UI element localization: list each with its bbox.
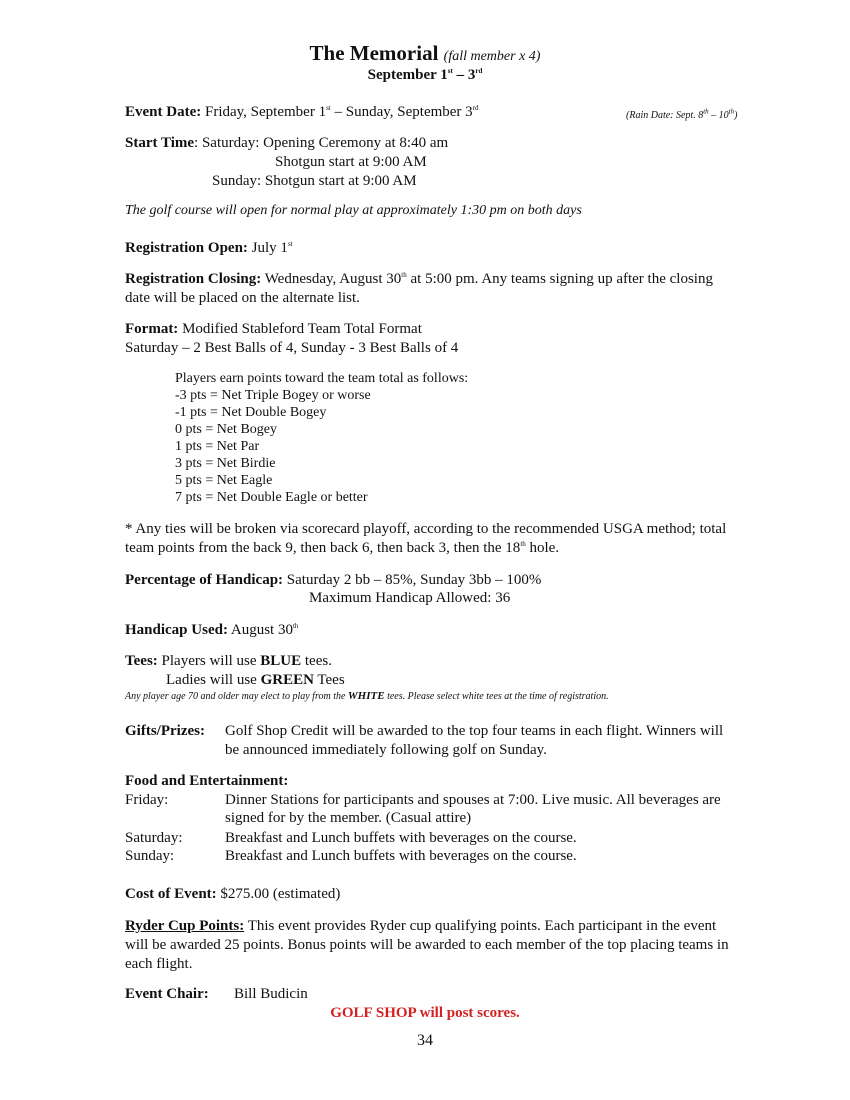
start-time-text: : Saturday: Opening Ceremony at 8:40 am [194,135,449,151]
food-day: Saturday: [125,830,183,846]
registration-closing-line-2: date will be placed on the alternate list. [125,290,360,306]
ties-text: team points from the back 9, then back 6, then back 3, then the 18 [125,540,521,556]
registration-open-label: Registration Open: [125,240,248,256]
handicap-pct-line [125,571,541,589]
handicap-used-text: August 30 [227,622,293,638]
format-line-2: Saturday – 2 Best Balls of 4, Sunday - 3 Best Balls of 4 [125,340,459,356]
points-intro: Players earn points toward the team total as follows: [175,371,469,386]
food-day: Sunday: [125,848,175,864]
tees-note-text: tees. Please select white tees at the time of registration. [384,691,609,702]
gifts-line-2: be announced immediately following golf on Sunday. [225,742,547,758]
format-text: Modified Stableford Team Total Format [178,321,422,337]
points-item: 0 pts = Net Bogey [175,422,277,437]
cost-line [125,885,340,903]
food-label: Food and Entertainment: [125,773,289,789]
registration-closing-text: at 5:00 pm. Any teams signing up after the closing [406,271,713,287]
registration-closing-line [125,270,713,288]
tees-text: Ladies will use [166,672,261,688]
handicap-used-line [125,621,298,639]
dates-text: – 3 [452,67,476,83]
tees-label: Tees: [125,653,158,669]
food-text: Breakfast and Lunch buffets with beverages on the course. [225,830,577,846]
tees-ladies-line [166,671,345,689]
food-day: Friday: [125,792,169,808]
title-note: (fall member x 4) [443,49,541,64]
ties-sup: th [520,540,526,548]
ryder-line-1 [125,917,716,935]
rain-date [626,107,737,125]
ryder-line-3: each flight. [125,956,193,972]
cost-text: $275.00 (estimated) [216,886,341,902]
gifts-label: Gifts/Prizes: [125,723,205,739]
cost-label: Cost of Event: [125,886,217,902]
points-item: -3 pts = Net Triple Bogey or worse [175,388,371,403]
rain-text: ) [734,110,738,121]
start-time-line-3: Sunday: Shotgun start at 9:00 AM [212,173,417,189]
tees-blue: BLUE [260,653,302,669]
tees-text: Tees [313,672,345,688]
course-open-note: The golf course will open for normal play at approximately 1:30 pm on both days [125,203,582,218]
points-item: 3 pts = Net Birdie [175,456,276,471]
ties-text: hole. [525,540,560,556]
start-time-line-2: Shotgun start at 9:00 AM [275,154,427,170]
senior-tees-note [125,690,609,703]
dates-sup: rd [475,67,483,75]
event-title [0,41,850,69]
event-date-line [125,103,479,121]
food-text: signed for by the member. (Casual attire) [225,810,472,826]
tees-text: tees. [301,653,332,669]
rain-sup: th [728,107,735,116]
tees-green: GREEN [260,672,314,688]
handicap-pct-text: Saturday 2 bb – 85%, Sunday 3bb – 100% [283,572,542,588]
ryder-text: This event provides Ryder cup qualifying points. Each participant in the event [244,918,717,934]
tees-line [125,652,332,670]
points-item: 5 pts = Net Eagle [175,473,273,488]
event-dates-subtitle [0,66,850,84]
tees-text: Players will use [157,653,261,669]
chair-label: Event Chair: [125,986,209,1002]
points-item: 7 pts = Net Double Eagle or better [175,490,368,505]
points-item: 1 pts = Net Par [175,439,260,454]
start-time-label: Start Time [125,135,195,151]
registration-closing-sup: th [401,271,407,279]
tees-note-text: Any player age 70 and older may elect to play from the [125,691,348,702]
event-date-text: Friday, September 1 [201,104,327,120]
food-text: Dinner Stations for participants and spouses at 7:00. Live music. All beverages are [225,792,721,808]
registration-open-line [125,239,293,257]
handicap-pct-line-2: Maximum Handicap Allowed: 36 [309,590,511,606]
registration-open-sup: st [287,240,293,248]
format-line [125,320,422,338]
food-text: Breakfast and Lunch buffets with beverages on the course. [225,848,577,864]
registration-open-text: July 1 [247,240,288,256]
event-date-sup: st [326,104,331,112]
format-label: Format: [125,321,179,337]
points-item: -1 pts = Net Double Bogey [175,405,327,420]
event-date-text: – Sunday, September 3 [330,104,473,120]
chair-name: Bill Budicin [234,986,308,1002]
page-number: 34 [417,1032,433,1049]
dates-sup: st [447,67,453,75]
golf-shop-note: GOLF SHOP will post scores. [330,1005,520,1021]
ties-line-2 [125,539,559,557]
dates-text: September 1 [367,67,448,83]
rain-sup: th [703,107,709,116]
ties-line: * Any ties will be broken via scorecard playoff, according to the recommended USGA method; total [125,521,727,537]
start-time-line [125,134,448,152]
rain-text: – 10 [708,110,729,121]
registration-closing-label: Registration Closing: [125,271,262,287]
ryder-label: Ryder Cup Points: [125,918,245,934]
rain-text: (Rain Date: Sept. 8 [626,110,704,121]
event-date-sup: rd [472,104,479,112]
ryder-line-2: will be awarded 25 points. Bonus points will be awarded to each member of the top placing teams in [125,937,729,953]
gifts-line-1: Golf Shop Credit will be awarded to the top four teams in each flight. Winners will [225,723,724,739]
handicap-used-sup: th [292,622,299,630]
event-date-label: Event Date: [125,104,202,120]
handicap-used-label: Handicap Used: [125,622,228,638]
tees-white: WHITE [347,690,385,702]
handicap-pct-label: Percentage of Handicap: [125,572,284,588]
registration-closing-text: Wednesday, August 30 [261,271,402,287]
title-text: The Memorial [309,41,439,65]
